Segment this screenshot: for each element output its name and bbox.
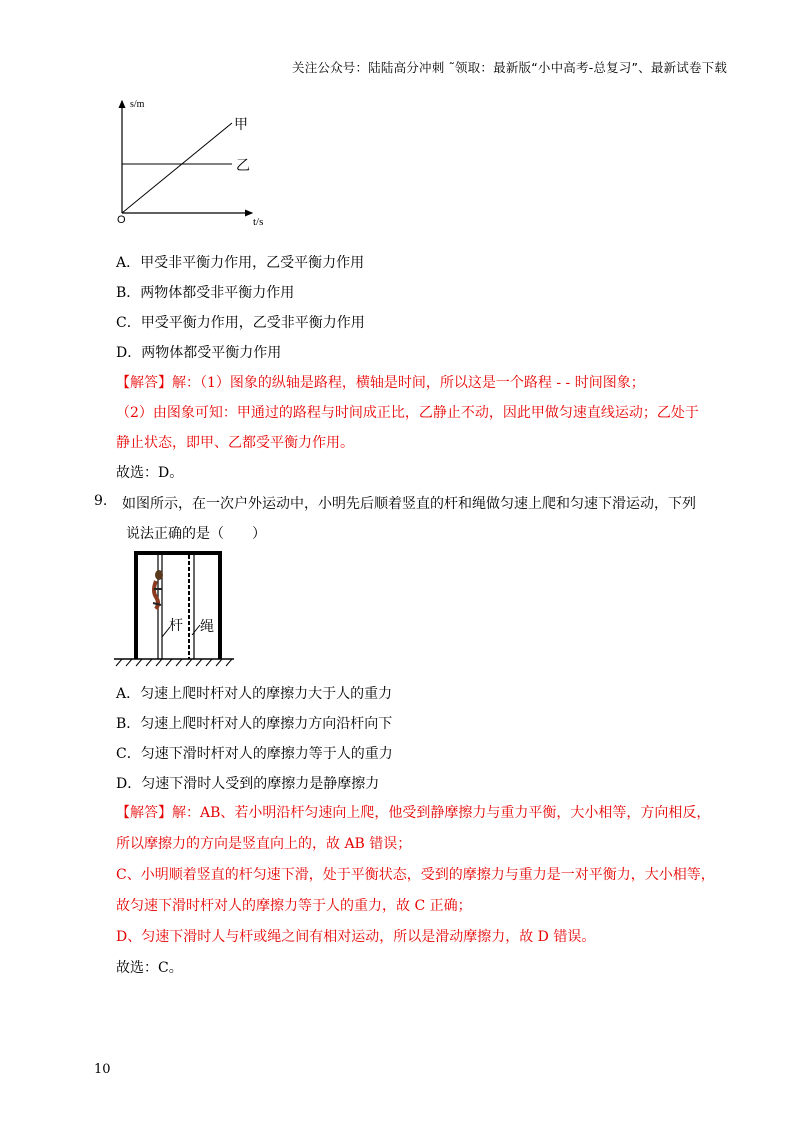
st-graph: [110, 95, 270, 230]
q9-option-b: B．匀速上爬时杆对人的摩擦力方向沿杆向下: [116, 716, 393, 732]
line-jia: [122, 123, 232, 213]
page-header: 关注公众号：陆陆高分冲刺 ˜领取：最新版“小中高考-总复习”、最新试卷下载: [292, 60, 728, 75]
origin-label: O: [117, 214, 126, 226]
y-axis-label: s/m: [130, 99, 145, 110]
q8-conclusion: 故选：D。: [116, 465, 184, 481]
q9-number: 9.: [94, 493, 108, 509]
q8-answer-line-3: 静止状态，即甲、乙都受平衡力作用。: [116, 435, 354, 451]
q8-option-b: B．两物体都受非平衡力作用: [116, 285, 295, 301]
q9-option-d: D．匀速下滑时人受到的摩擦力是静摩擦力: [116, 776, 380, 792]
q9-option-a: A．匀速上爬时杆对人的摩擦力大于人的重力: [116, 686, 393, 702]
line-jia-label: 甲: [234, 117, 248, 133]
x-axis-label: t/s: [253, 216, 264, 228]
frame-right-post: [218, 551, 222, 659]
q8-option-c: C．甲受平衡力作用，乙受非平衡力作用: [116, 315, 365, 331]
q9-option-c: C．匀速下滑时杆对人的摩擦力等于人的重力: [116, 746, 393, 762]
q9-answer-line-5: D、匀速下滑时人与杆或绳之间有相对运动，所以是滑动摩擦力，故 D 错误。: [116, 929, 596, 945]
frame-left-post: [134, 551, 138, 659]
q8-answer-line-2: （2）由图象可知：甲通过的路程与时间成正比，乙静止不动，因此甲做匀速直线运动；乙处于: [116, 405, 699, 421]
q9-conclusion: 故选：C。: [116, 960, 183, 976]
q9-answer-line-1: 【解答】解：AB、若小明沿杆匀速向上爬，他受到静摩擦力与重力平衡，大小相等，方向相反，: [116, 805, 711, 821]
q9-stem-line-2: 说法正确的是（ ）: [126, 526, 266, 542]
q9-stem-line-1: 如图所示，在一次户外运动中，小明先后顺着竖直的杆和绳做匀速上爬和匀速下滑运动，下列: [122, 496, 696, 512]
pole-label: 杆: [169, 618, 183, 634]
q9-answer-line-4: 故匀速下滑时杆对人的摩擦力等于人的重力，故 C 正确；: [116, 898, 472, 914]
q9-answer-line-3: C、小明顺着竖直的杆匀速下滑，处于平衡状态，受到的摩擦力与重力是一对平衡力，大小相等，: [116, 867, 715, 883]
pole-rope-figure: [112, 545, 237, 670]
q9-answer-line-2: 所以摩擦力的方向是竖直向上的，故 AB 错误；: [116, 836, 412, 852]
q8-answer-line-1: 【解答】解：（1）图象的纵轴是路程，横轴是时间，所以这是一个路程 - - 时间图象；: [116, 375, 645, 391]
frame-top-bar: [134, 551, 220, 555]
rope-label: 绳: [200, 619, 214, 635]
line-yi-label: 乙: [236, 158, 250, 174]
q8-option-d: D．两物体都受平衡力作用: [116, 345, 282, 361]
q8-option-a: A．甲受非平衡力作用，乙受平衡力作用: [116, 255, 365, 271]
page-number: 10: [94, 1062, 111, 1077]
